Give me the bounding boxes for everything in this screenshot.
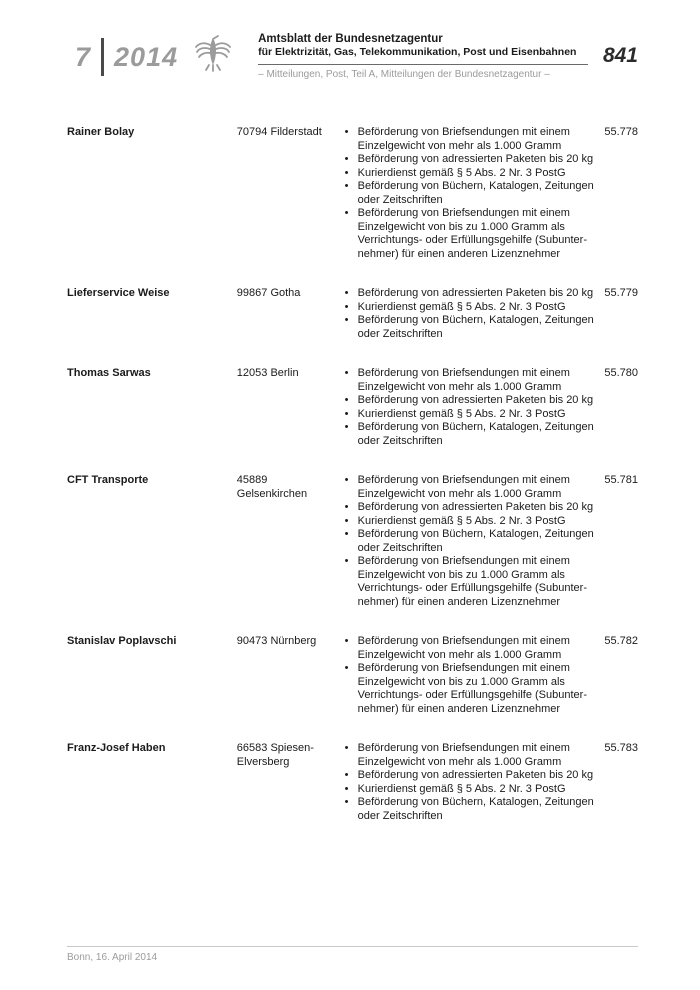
- service-text: Beförderung von Briefsendungen mit einem Einzelgewicht von mehr als 1.000 Gramm: [357, 742, 570, 768]
- gazette-title: Amtsblatt der Bundesnetzagentur: [258, 33, 443, 45]
- licensee-location: 12053 Berlin: [236, 367, 299, 379]
- service-item: [345, 126, 605, 153]
- license-number: 55.780: [604, 367, 638, 379]
- bullet-icon: •: [344, 300, 349, 313]
- service-text: Beförderung von Briefsendungen mit einem Einzelgewicht von mehr als 1.000 Gramm: [357, 635, 570, 661]
- service-text: Beförderung von Briefsendungen mit einem Einzelgewicht von mehr als 1.000 Gramm: [357, 126, 570, 152]
- bullet-icon: •: [344, 394, 349, 406]
- masthead-titles: [258, 30, 588, 81]
- masthead-rule: [258, 64, 588, 65]
- service-item: [345, 153, 605, 167]
- issue-block: [75, 38, 178, 76]
- service-text: Beförderung von Briefsendungen mit einem Einzelgewicht von bis zu 1.000 Gramm als Verrichtungs- oder Erfüllungsgehilfe (Subunternehmer) für einen anderen Lizenznehmer: [357, 207, 587, 260]
- service-text: Beförderung von Büchern, Katalogen, Zeitungen oder Zeitschriften: [357, 421, 594, 447]
- service-item: [345, 367, 605, 394]
- license-entry: [67, 742, 638, 823]
- service-item: [345, 783, 605, 797]
- licensee-location: 99867 Gotha: [236, 287, 301, 299]
- service-text: Kurierdienst gemäß § 5 Abs. 2 Nr. 3 PostG: [357, 407, 566, 420]
- service-text: Beförderung von Büchern, Katalogen, Zeitungen oder Zeitschriften: [357, 528, 594, 554]
- service-item: [345, 180, 605, 207]
- masthead-header: [67, 30, 638, 81]
- licensee-location: 70794 Filderstadt: [236, 126, 322, 138]
- service-item: [345, 662, 605, 716]
- license-entry: [67, 367, 638, 448]
- bullet-icon: •: [344, 166, 349, 179]
- service-item: [345, 301, 605, 315]
- issue-divider: [101, 38, 104, 76]
- service-text: Beförderung von adressierten Paketen bis 20 kg: [357, 153, 594, 165]
- bullet-icon: •: [344, 769, 349, 781]
- license-entry: [67, 474, 638, 609]
- bullet-icon: •: [344, 407, 349, 420]
- service-item: [345, 408, 605, 422]
- service-item: [345, 742, 605, 769]
- service-list: [345, 126, 605, 261]
- service-item: [345, 555, 605, 609]
- bullet-icon: •: [344, 126, 349, 138]
- service-list: [345, 367, 605, 448]
- bullet-icon: •: [344, 528, 349, 540]
- section-subtitle: – Mitteilungen, Post, Teil A, Mitteilungen der Bundesnetzagentur –: [258, 69, 550, 80]
- footer-dateline: Bonn, 16. April 2014: [67, 946, 638, 963]
- service-item: [345, 796, 605, 823]
- service-text: Beförderung von Büchern, Katalogen, Zeitungen oder Zeitschriften: [357, 796, 594, 822]
- issue-number: 7: [75, 41, 92, 72]
- bullet-icon: •: [344, 555, 349, 567]
- license-entry: [67, 126, 638, 261]
- licensee-name: Franz-Josef Haben: [67, 742, 166, 754]
- license-entry: [67, 635, 638, 716]
- licensee-name: Rainer Bolay: [67, 126, 135, 138]
- bullet-icon: •: [344, 474, 349, 486]
- service-text: Beförderung von Büchern, Katalogen, Zeitungen oder Zeitschriften: [357, 180, 594, 206]
- service-text: Beförderung von adressierten Paketen bis 20 kg: [357, 287, 594, 299]
- license-number: 55.783: [604, 742, 638, 754]
- service-text: Beförderung von Briefsendungen mit einem Einzelgewicht von mehr als 1.000 Gramm: [357, 367, 570, 393]
- service-text: Beförderung von Briefsendungen mit einem Einzelgewicht von bis zu 1.000 Gramm als Verrichtungs- oder Erfüllungsgehilfe (Subunternehmer) für einen anderen Lizenznehmer: [357, 662, 587, 715]
- licensee-name: Stanislav Poplavschi: [67, 635, 177, 647]
- service-text: Beförderung von Briefsendungen mit einem Einzelgewicht von bis zu 1.000 Gramm als Verrichtungs- oder Erfüllungsgehilfe (Subunternehmer) für einen anderen Lizenznehmer: [357, 555, 587, 608]
- service-list: [345, 742, 605, 823]
- service-item: [345, 287, 605, 301]
- licensee-location: 45889 Gelsenkirchen: [236, 474, 308, 500]
- licensee-location: 90473 Nürnberg: [236, 635, 317, 647]
- service-text: Kurierdienst gemäß § 5 Abs. 2 Nr. 3 PostG: [357, 300, 566, 313]
- service-item: [345, 501, 605, 515]
- bullet-icon: •: [344, 207, 349, 219]
- bullet-icon: •: [344, 514, 349, 527]
- bullet-icon: •: [344, 314, 349, 326]
- service-item: [345, 635, 605, 662]
- licensee-name: Lieferservice Weise: [67, 287, 170, 299]
- service-text: Kurierdienst gemäß § 5 Abs. 2 Nr. 3 PostG: [357, 166, 566, 179]
- service-item: [345, 394, 605, 408]
- license-number: 55.782: [604, 635, 638, 647]
- service-item: [345, 421, 605, 448]
- service-item: [345, 515, 605, 529]
- licensee-location: 66583 Spiesen-Elversberg: [236, 742, 314, 768]
- service-text: Beförderung von adressierten Paketen bis 20 kg: [357, 769, 594, 781]
- bullet-icon: •: [344, 421, 349, 433]
- service-list: [345, 635, 605, 716]
- license-entries: [67, 126, 638, 823]
- service-text: Beförderung von Büchern, Katalogen, Zeitungen oder Zeitschriften: [357, 314, 594, 340]
- licensee-name: CFT Transporte: [67, 474, 149, 486]
- service-item: [345, 769, 605, 783]
- license-entry: [67, 287, 638, 341]
- service-list: [345, 287, 605, 341]
- bullet-icon: •: [344, 153, 349, 165]
- federal-eagle-icon: [194, 32, 232, 79]
- service-text: Kurierdienst gemäß § 5 Abs. 2 Nr. 3 PostG: [357, 514, 566, 527]
- service-item: [345, 474, 605, 501]
- service-list: [345, 474, 605, 609]
- service-item: [345, 207, 605, 261]
- service-item: [345, 314, 605, 341]
- license-number: 55.781: [604, 474, 638, 486]
- bullet-icon: •: [344, 796, 349, 808]
- licensee-name: Thomas Sarwas: [67, 367, 151, 379]
- gazette-subtitle-agency: für Elektrizität, Gas, Telekommunikation, Post und Eisenbahnen: [258, 46, 577, 58]
- service-item: [345, 528, 605, 555]
- bullet-icon: •: [344, 635, 349, 647]
- bullet-icon: •: [344, 287, 349, 299]
- issue-year: 2014: [114, 41, 179, 72]
- bullet-icon: •: [344, 180, 349, 192]
- service-item: [345, 167, 605, 181]
- service-text: Kurierdienst gemäß § 5 Abs. 2 Nr. 3 PostG: [357, 782, 566, 795]
- service-text: Beförderung von adressierten Paketen bis 20 kg: [357, 501, 594, 513]
- license-number: 55.778: [604, 126, 638, 138]
- bullet-icon: •: [344, 367, 349, 379]
- service-text: Beförderung von Briefsendungen mit einem Einzelgewicht von mehr als 1.000 Gramm: [357, 474, 570, 500]
- service-text: Beförderung von adressierten Paketen bis 20 kg: [357, 394, 594, 406]
- bullet-icon: •: [344, 742, 349, 754]
- bullet-icon: •: [344, 501, 349, 513]
- bullet-icon: •: [344, 782, 349, 795]
- page-number: 841: [602, 44, 638, 67]
- license-number: 55.779: [604, 287, 638, 299]
- bullet-icon: •: [344, 662, 349, 674]
